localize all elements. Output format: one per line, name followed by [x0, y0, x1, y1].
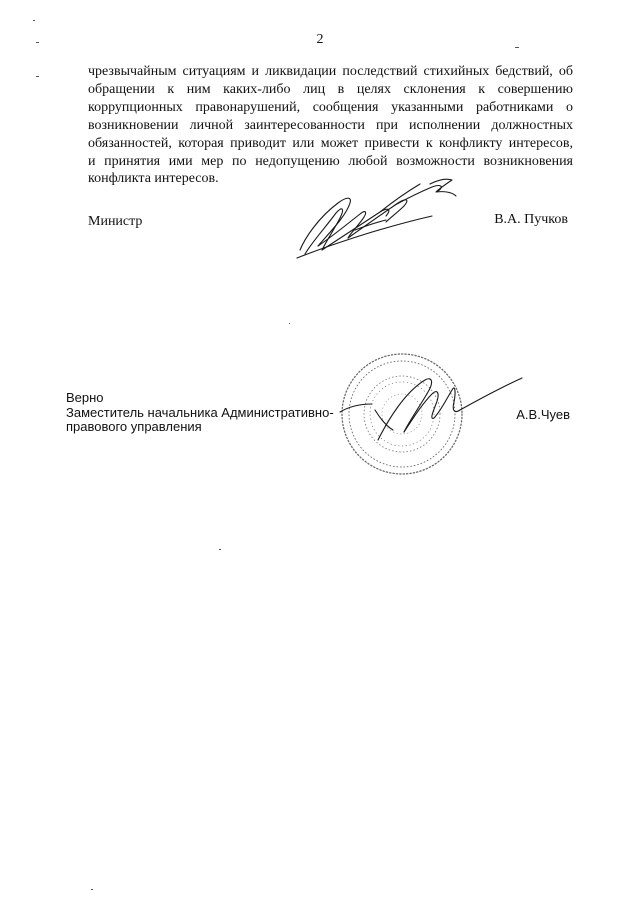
body-line: возникновении личной заинтересованности при исполнении должностных — [88, 117, 573, 133]
body-line: конфликта интересов. — [88, 171, 219, 187]
signatory-position: Министр — [88, 214, 143, 229]
body-paragraph — [88, 63, 573, 188]
official-stamp — [342, 354, 462, 474]
body-line: и принятия ими мер по недопущению любой возможности возникновения — [88, 153, 573, 169]
certification-title-line1: Заместитель начальника Административно- — [66, 404, 334, 420]
certifier-signature — [340, 378, 522, 440]
body-line: коррупционных правонарушений, сообщения указанными работниками о — [88, 99, 573, 115]
body-line: обращении к ним каких-либо лиц в целях склонения к совершению — [88, 81, 573, 97]
body-line: чрезвычайным ситуациям и ликвидации последствий стихийных бедствий, об — [88, 64, 573, 79]
certification-title-line2: правового управления — [66, 419, 202, 434]
page-number: 2 — [316, 32, 324, 47]
minister-signature — [297, 179, 456, 258]
signatory-name: В.А. Пучков — [494, 212, 568, 227]
certifier-name: А.В.Чуев — [516, 407, 570, 422]
certification-verno: Верно — [66, 390, 104, 405]
body-line: обязанностей, которая приводит или может привести к конфликту интересов, — [88, 135, 573, 151]
certification-block — [66, 391, 334, 435]
